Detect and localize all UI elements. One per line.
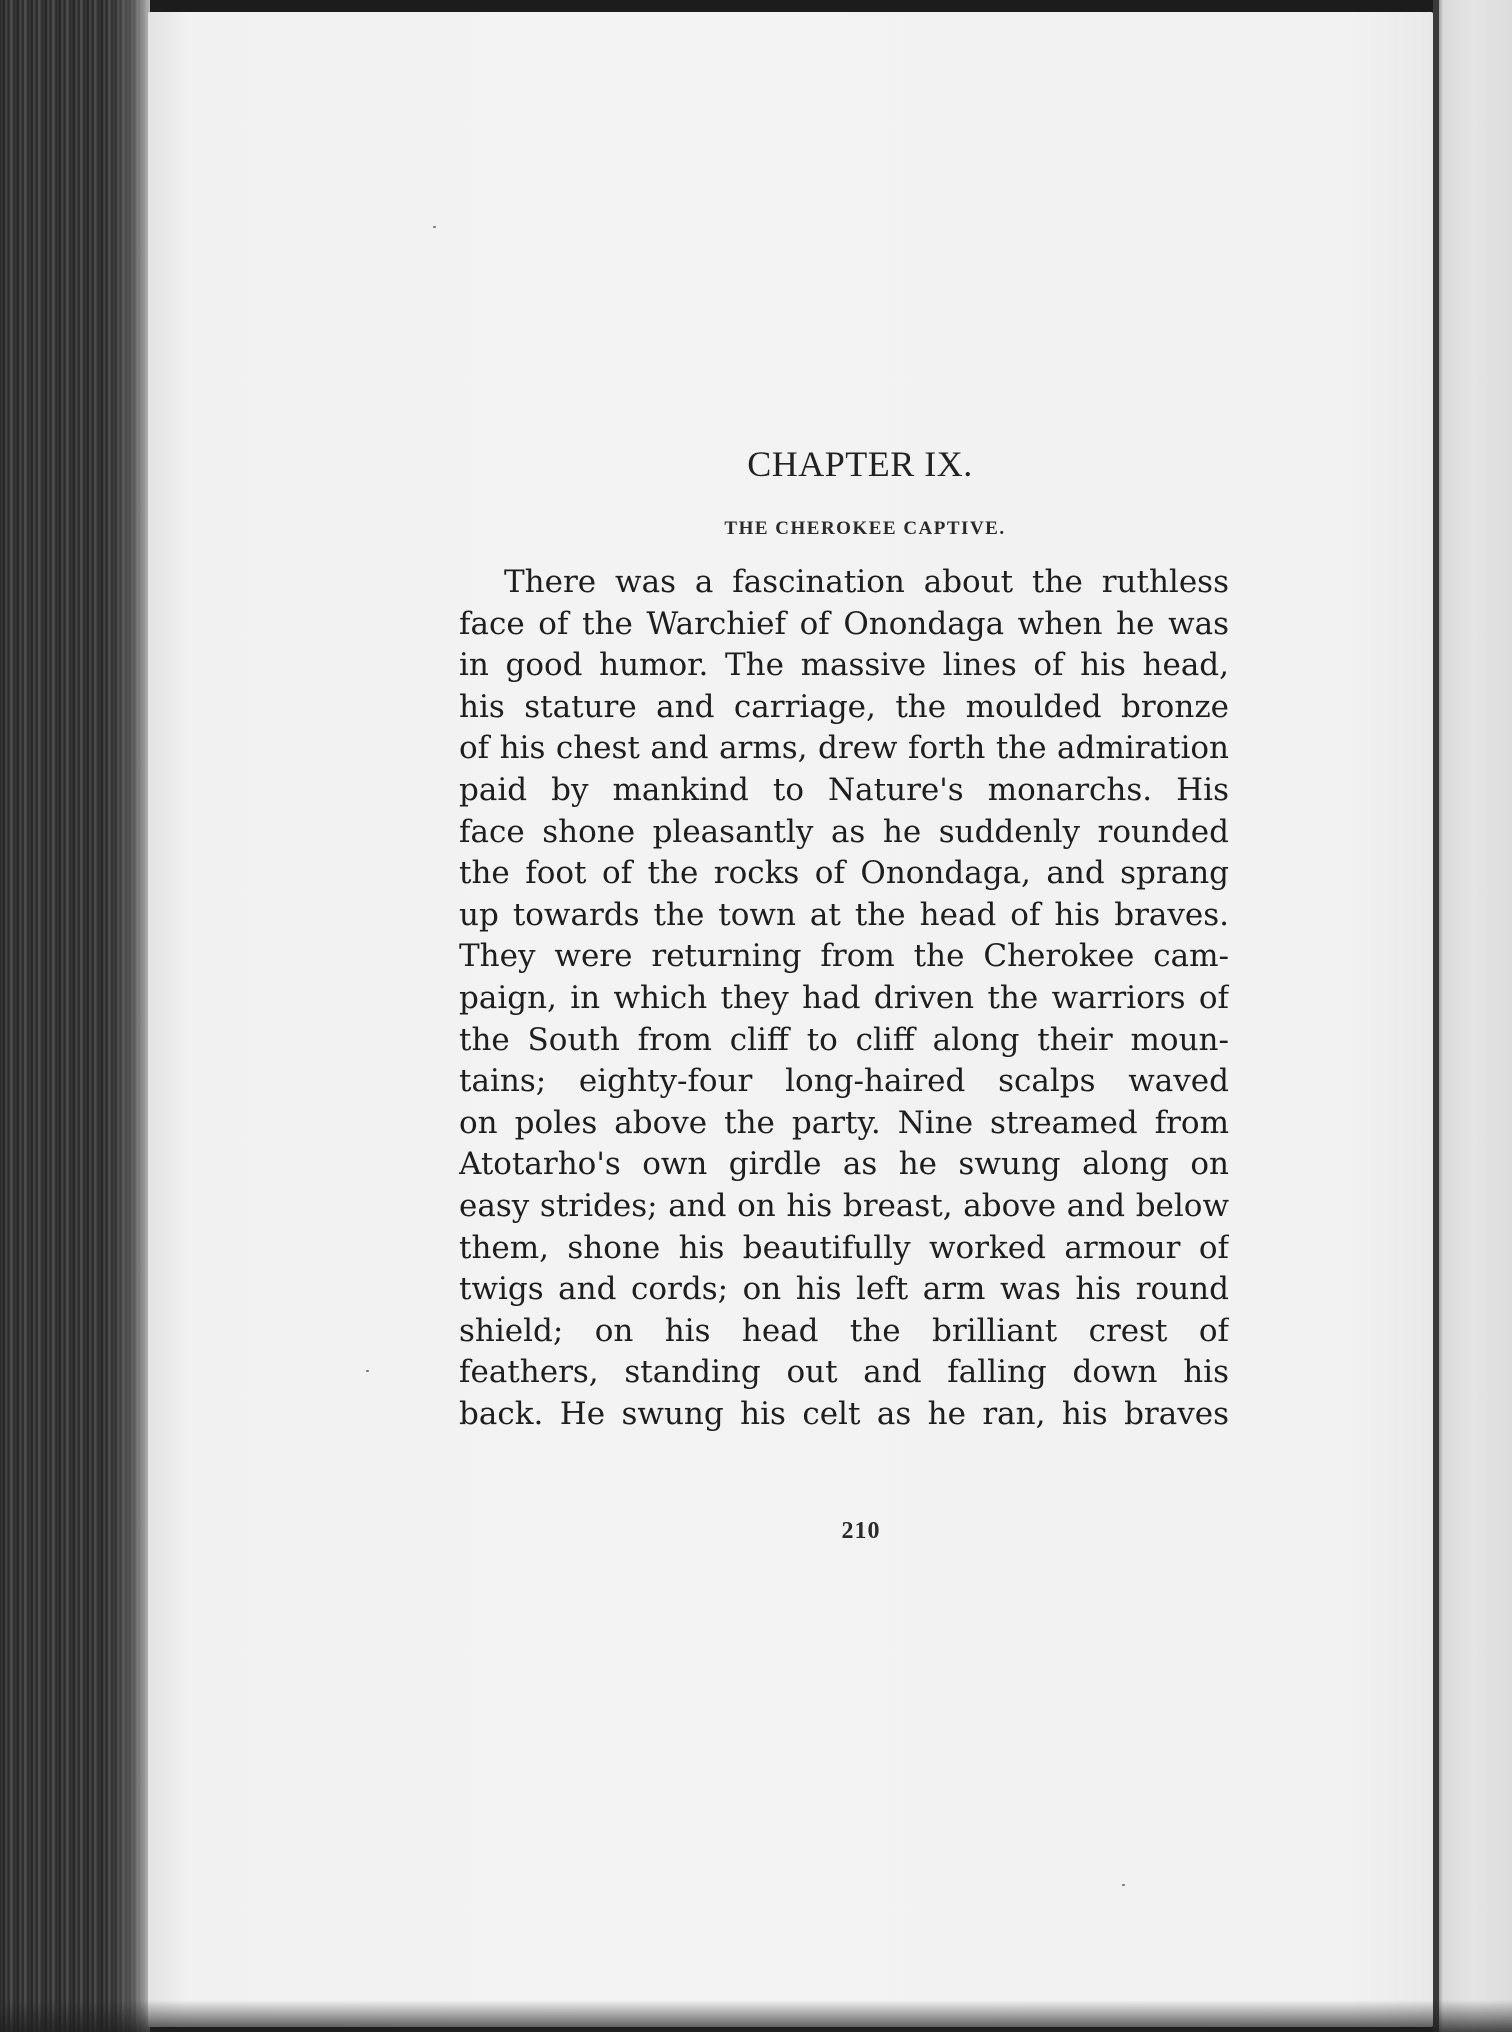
paper-speck <box>366 1370 369 1372</box>
text-line: easy strides; and on his breast, above and below <box>459 1187 1229 1224</box>
chapter-subtitle: THE CHEROKEE CAPTIVE. <box>724 518 1006 539</box>
text-line: paign, in which they had driven the warriors of <box>459 979 1229 1016</box>
text-line: They were returning from the Cherokee cam- <box>459 938 1229 975</box>
text-line: shield; on his head the brilliant crest of <box>459 1312 1229 1349</box>
text-line: up towards the town at the head of his braves. <box>459 896 1229 933</box>
paper-speck <box>1122 1884 1125 1886</box>
text-line: face shone pleasantly as he suddenly rounded <box>459 813 1229 850</box>
text-line: of his chest and arms, drew forth the admiration <box>459 730 1229 767</box>
text-line: his stature and carriage, the moulded bronze <box>459 688 1229 725</box>
text-line: on poles above the party. Nine streamed from <box>459 1104 1229 1141</box>
text-block <box>459 436 1229 1435</box>
bottom-shadow <box>0 2000 1512 2032</box>
text-line: There was a fascination about the ruthless <box>504 564 1229 600</box>
text-line: the South from cliff to cliff along their moun- <box>459 1021 1229 1058</box>
text-line: feathers, standing out and falling down his <box>459 1354 1229 1391</box>
text-line: tains; eighty-four long-haired scalps waved <box>459 1063 1229 1100</box>
text-line: paid by mankind to Nature's monarchs. His <box>459 771 1229 808</box>
text-line: in good humor. The massive lines of his head, <box>459 647 1229 684</box>
text-line: twigs and cords; on his left arm was his round <box>459 1271 1229 1308</box>
chapter-heading: CHAPTER IX. <box>747 444 973 484</box>
text-line: face of the Warchief of Onondaga when he was <box>459 605 1229 642</box>
paper-speck <box>433 226 436 228</box>
text-line: them, shone his beautifully worked armour of <box>459 1229 1229 1266</box>
text-line: Atotarho's own girdle as he swung along on <box>459 1146 1229 1183</box>
book-page-edges <box>0 0 150 2032</box>
body-text <box>459 562 1229 1435</box>
text-line: back. He swung his celt as he ran, his braves <box>459 1395 1229 1432</box>
text-line: the foot of the rocks of Onondaga, and sprang <box>459 855 1229 892</box>
page-number: 210 <box>841 1518 881 1544</box>
adjacent-page-edge <box>1433 0 1512 2032</box>
